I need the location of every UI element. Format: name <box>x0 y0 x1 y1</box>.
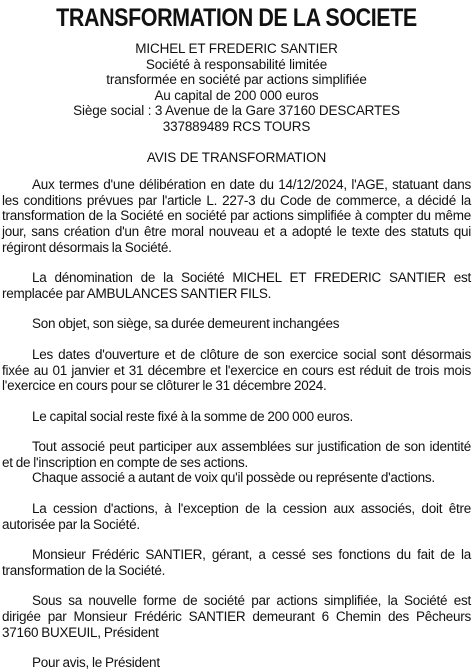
company-legal-form: Société à responsabilité limitée <box>145 56 328 72</box>
company-registration-number: 337889489 RCS TOURS <box>162 118 311 134</box>
notice-heading: TRANSFORMATION DE LA SOCIETE <box>56 4 417 32</box>
company-transformation-line: transformée en société par actions simplifiée <box>106 72 367 88</box>
paragraph-object: Son objet, son siège, sa durée demeurent inchangées <box>32 316 340 332</box>
paragraph-deliberation: Aux termes d'une délibération en date du 14/12/2024, l'AGE, statuant dans les conditions prévues par l'article L. 227-3 du Code de commerce, a décidé la transformation de la Société en société par actions simplifiée à compter du même jour, sans création d'un être moral nouveau et a adopté le texte des statuts qui régiront désormais la Société. <box>2 177 471 255</box>
company-header <box>2 41 471 135</box>
paragraph-capital: Le capital social reste fixé à la somme de 200 000 euros. <box>32 408 353 424</box>
paragraph-president: Sous sa nouvelle forme de société par actions simplifiée, la Société est dirigée par Monsieur Frédéric SANTIER demeurant 6 Chemin des Pêcheurs 37160 BUXEUIL, Président <box>2 593 471 640</box>
company-name: MICHEL ET FREDERIC SANTIER <box>135 41 338 56</box>
company-capital: Au capital de 200 000 euros <box>154 87 319 103</box>
company-registered-office: Siège social : 3 Avenue de la Gare 37160 DESCARTES <box>73 103 400 119</box>
paragraph-share-transfer: La cession d'actions, à l'exception de la cession aux associés, doit être autorisée par la Société. <box>2 501 471 532</box>
notice-title: AVIS DE TRANSFORMATION <box>146 149 327 165</box>
paragraph-assemblies: Tout associé peut participer aux assemblées sur justification de son identité et de l'inscription en compte de ses actions. <box>2 439 471 470</box>
paragraph-signature: Pour avis, le Président <box>32 655 160 671</box>
paragraph-manager: Monsieur Frédéric SANTIER, gérant, a cessé ses fonctions du fait de la transformation de la Société. <box>2 547 471 578</box>
paragraph-denomination: La dénomination de la Société MICHEL ET FREDERIC SANTIER est remplacée par AMBULANCES SANTIER FILS. <box>2 270 471 301</box>
paragraph-voting-rights: Chaque associé a autant de voix qu'il possède ou représente d'actions. <box>32 470 435 486</box>
paragraph-fiscal-year: Les dates d'ouverture et de clôture de son exercice social sont désormais fixée au 01 janvier et 31 décembre et l'exercice en cours est réduit de trois mois l'exercice en cours pour se clôturer le 31 décembre 2024. <box>2 346 471 394</box>
